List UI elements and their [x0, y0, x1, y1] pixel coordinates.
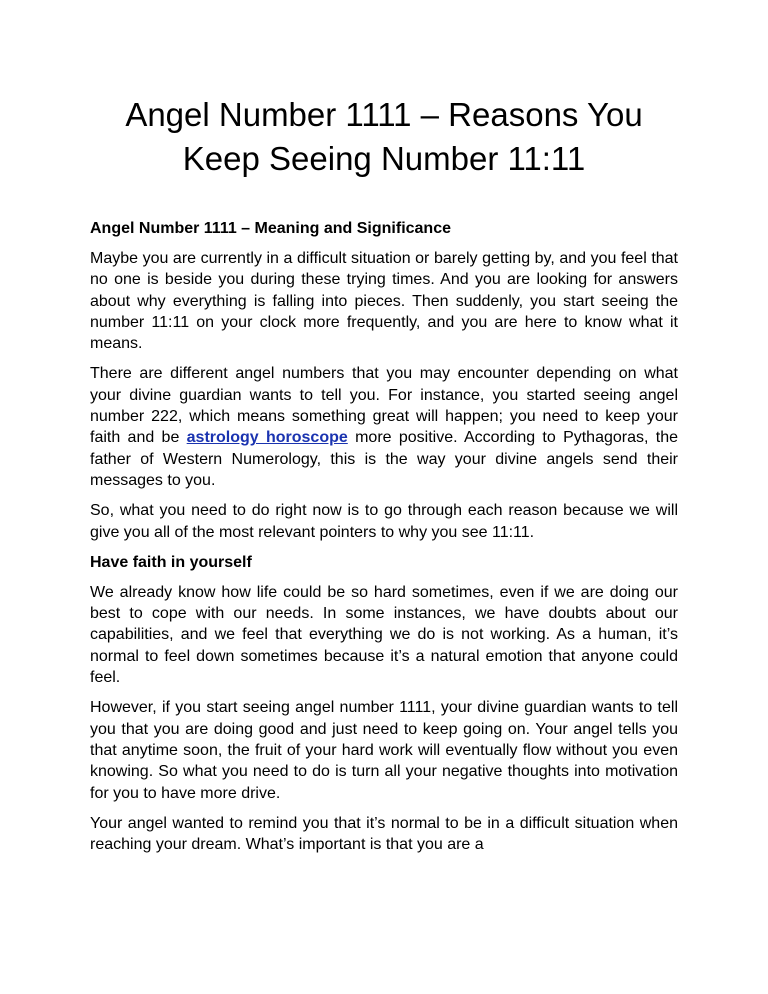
astrology-horoscope-link[interactable]: astrology horoscope	[186, 429, 348, 447]
paragraph-5: However, if you start seeing angel number 1111, your divine guardian wants to tell you that you are doing good and just need to keep going on. Your angel tells you that anytime soon, the fruit of your hard work will eventually flow without you even knowing. So what you need to do is turn all your negative thoughts into motivation for you to have more drive.	[90, 699, 678, 802]
paragraph-3: So, what you need to do right now is to go through each reason because we will give you all of the most relevant pointers to why you see 11:11.	[90, 502, 678, 541]
section-heading-faith: Have faith in yourself	[90, 553, 252, 571]
paragraph-6: Your angel wanted to remind you that it’s normal to be in a difficult situation when reaching your dream. What’s important is that you are a	[90, 814, 678, 854]
paragraph-2-text-after: more positive. According to Pythagoras, the father of Western Numerology, this is the way your divine angels send their messages to you.	[90, 429, 679, 489]
page-title: Angel Number 1111 – Reasons You Keep Seeing Number 11:11	[125, 96, 643, 177]
paragraph-4: We already know how life could be so hard sometimes, even if we are doing our best to cope with our needs. In some instances, we have doubts about our capabilities, and we feel that everything we do is not working. As a human, it’s normal to feel down sometimes because it’s a natural emotion that anyone could feel.	[90, 583, 678, 687]
section-heading-meaning: Angel Number 1111 – Meaning and Significance	[90, 220, 451, 237]
paragraph-2	[90, 363, 678, 491]
document-body	[90, 218, 678, 864]
paragraph-1: Maybe you are currently in a difficult situation or barely getting by, and you feel that no one is beside you during these trying times. And you are looking for answers about why everything is falling into pieces. Then suddenly, you start seeing the number 11:11 on your clock more frequently, and you are here to know what it means.	[90, 250, 678, 353]
paragraph-2-text-before: There are different angel numbers that you may encounter depending on what your divine guardian wants to tell you. For instance, you started seeing angel number 222, which means something great will happen; you need to keep your faith and be	[90, 365, 678, 447]
